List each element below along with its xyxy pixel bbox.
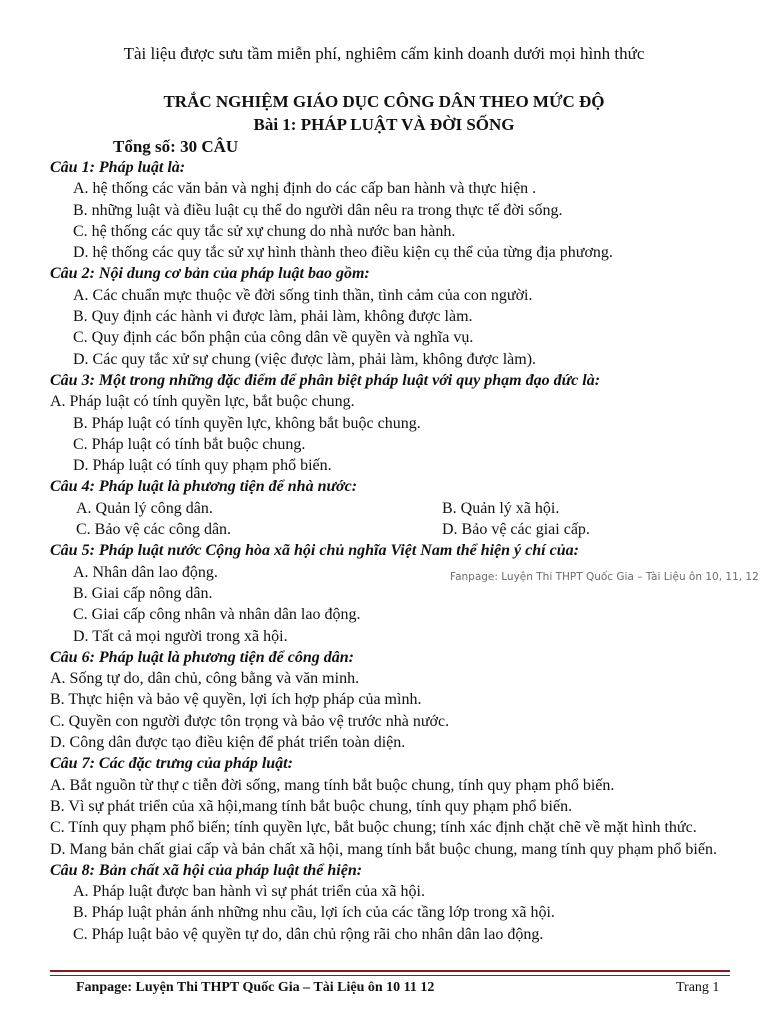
copyright-notice: Tài liệu được sưu tầm miễn phí, nghiêm cấm kinh doanh dưới mọi hình thức xyxy=(123,44,645,63)
question-1: Câu 1: Pháp luật là: xyxy=(50,159,186,176)
option-2a: A. Các chuẩn mực thuộc về đời sống tinh thần, tình cảm của con người. xyxy=(73,286,533,304)
page-number: Trang 1 xyxy=(676,980,720,995)
option-5b: B. Giai cấp nông dân. xyxy=(73,584,213,602)
option-3d: D. Pháp luật có tính quy phạm phổ biến. xyxy=(73,457,332,475)
option-4a: A. Quản lý công dân. xyxy=(76,499,213,517)
option-4b: B. Quản lý xã hội. xyxy=(442,499,560,517)
option-6b: B. Thực hiện và bảo vệ quyền, lợi ích hợp pháp của mình. xyxy=(50,691,422,709)
option-7a: A. Bắt nguồn từ thự c tiễn đời sống, mang tính bắt buộc chung, tính quy phạm phổ biến. xyxy=(50,776,615,794)
option-1a: A. hệ thống các văn bản và nghị định do các cấp ban hành và thực hiện . xyxy=(73,180,537,198)
option-1b: B. những luật và điều luật cụ thể do người dân nêu ra trong thực tế đời sống. xyxy=(73,201,563,219)
option-3b: B. Pháp luật có tính quyền lực, không bắt buộc chung. xyxy=(73,414,421,432)
option-8b: B. Pháp luật phản ánh những nhu cầu, lợi ích của các tầng lớp trong xã hội. xyxy=(73,904,555,922)
fanpage-watermark: Fanpage: Luyện Thi THPT Quốc Gia – Tài Liệu ôn 10, 11, 12 xyxy=(450,571,759,583)
option-1d: D. hệ thống các quy tắc sử xự hình thành theo điều kiện cụ thể của từng địa phương. xyxy=(73,244,613,262)
option-6a: A. Sống tự do, dân chủ, công bằng và văn minh. xyxy=(50,670,360,688)
option-5d: D. Tất cả mọi người trong xã hội. xyxy=(73,627,288,645)
question-5: Câu 5: Pháp luật nước Cộng hòa xã hội chủ nghĩa Việt Nam thể hiện ý chí của: xyxy=(50,542,579,560)
option-8c: C. Pháp luật bảo vệ quyền tự do, dân chủ rộng rãi cho nhân dân lao động. xyxy=(73,925,544,943)
option-3c: C. Pháp luật có tính bắt buộc chung. xyxy=(73,435,306,453)
question-2: Câu 2: Nội dung cơ bản của pháp luật bao gồm: xyxy=(50,265,370,283)
option-5c: C. Giai cấp công nhân và nhân dân lao động. xyxy=(73,606,361,624)
option-1c: C. hệ thống các quy tắc sử xự chung do nhà nước ban hành. xyxy=(73,222,456,240)
option-5a: A. Nhân dân lao động. xyxy=(73,563,218,581)
option-2d: D. Các quy tắc xử sự chung (việc được làm, phải làm, không được làm). xyxy=(73,350,537,368)
question-7: Câu 7: Các đặc trưng của pháp luật: xyxy=(50,755,293,773)
option-2c: C. Quy định các bổn phận của công dân về quyền và nghĩa vụ. xyxy=(73,329,474,347)
option-4c: C. Bảo vệ các công dân. xyxy=(76,521,232,539)
document-title: TRẮC NGHIỆM GIÁO DỤC CÔNG DÂN THEO MỨC ĐỘ xyxy=(163,92,605,111)
question-3: Câu 3: Một trong những đặc điểm để phân biệt pháp luật với quy phạm đạo đức là: xyxy=(50,371,601,389)
question-4: Câu 4: Pháp luật là phương tiện để nhà nước: xyxy=(50,478,358,496)
question-8: Câu 8: Bản chất xã hội của pháp luật thể hiện: xyxy=(50,861,363,879)
option-2b: B. Quy định các hành vi được làm, phải làm, không được làm. xyxy=(73,308,473,326)
option-6d: D. Công dân được tạo điều kiện để phát triển toàn diện. xyxy=(50,734,406,752)
option-8a: A. Pháp luật được ban hành vì sự phát triển của xã hội. xyxy=(73,883,425,901)
lesson-title: Bài 1: PHÁP LUẬT VÀ ĐỜI SỐNG xyxy=(253,115,515,134)
footer-fanpage: Fanpage: Luyện Thi THPT Quốc Gia – Tài Liệu ôn 10 11 12 xyxy=(76,980,435,995)
footer-divider-thin xyxy=(50,975,730,976)
option-4d: D. Bảo vệ các giai cấp. xyxy=(442,521,590,539)
footer-divider xyxy=(50,970,730,972)
option-3a: A. Pháp luật có tính quyền lực, bắt buộc chung. xyxy=(50,393,355,411)
option-7b: B. Vì sự phát triển của xã hội,mang tính bắt buộc chung, tính quy phạm phổ biến. xyxy=(50,797,573,815)
question-6: Câu 6: Pháp luật là phương tiện để công dân: xyxy=(50,648,354,666)
question-list xyxy=(50,157,740,945)
option-6c: C. Quyền con người được tôn trọng và bảo vệ trước nhà nước. xyxy=(50,712,450,730)
option-7d: D. Mang bản chất giai cấp và bản chất xã hội, mang tính bắt buộc chung, mang tính quy phạm phổ biến. xyxy=(50,840,717,858)
question-count: Tổng số: 30 CÂU xyxy=(113,137,239,156)
options-4-row1 xyxy=(50,498,740,519)
options-4-row2 xyxy=(50,519,740,540)
option-7c: C. Tính quy phạm phổ biến; tính quyền lực, bắt buộc chung; tính xác định chặt chẽ về mặt hình thức. xyxy=(50,819,697,837)
